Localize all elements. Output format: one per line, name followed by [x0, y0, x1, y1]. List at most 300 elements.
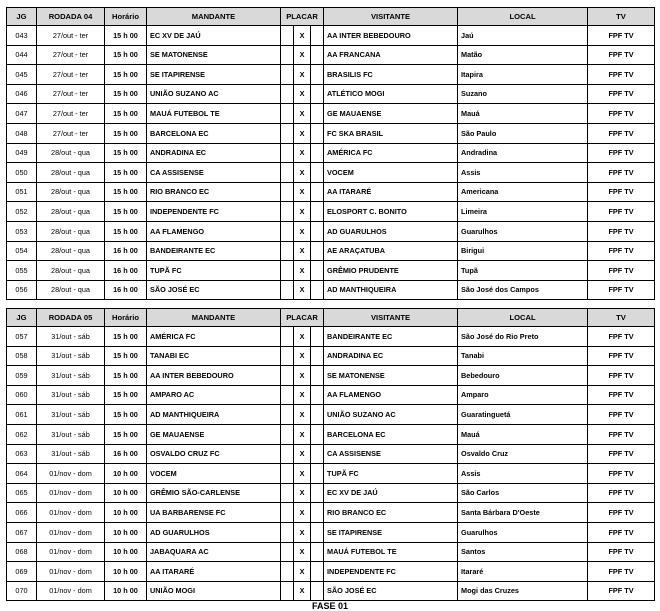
home-team: UA BARBARENSE FC — [147, 503, 281, 523]
versus-mark: X — [294, 444, 311, 464]
home-team: UNIÃO SUZANO AC — [147, 84, 281, 104]
away-score — [311, 261, 324, 281]
game-date: 31/out - sáb — [37, 444, 105, 464]
game-number: 069 — [7, 562, 37, 582]
phase-label: FASE 01 — [311, 601, 349, 611]
away-score — [311, 84, 324, 104]
home-score — [281, 241, 294, 261]
versus-mark: X — [294, 280, 311, 300]
versus-mark: X — [294, 542, 311, 562]
game-number: 043 — [7, 26, 37, 46]
game-number: 050 — [7, 163, 37, 183]
tv-channel: FPF TV — [588, 542, 655, 562]
table-row — [7, 104, 655, 124]
tv-channel: FPF TV — [588, 522, 655, 542]
home-score — [281, 385, 294, 405]
venue: São José do Rio Preto — [458, 327, 588, 347]
away-score — [311, 444, 324, 464]
home-score — [281, 65, 294, 85]
venue: Santa Bárbara D'Oeste — [458, 503, 588, 523]
game-time: 16 h 00 — [105, 280, 147, 300]
away-score — [311, 562, 324, 582]
away-team: AD MANTHIQUEIRA — [324, 280, 458, 300]
away-score — [311, 346, 324, 366]
venue: Matão — [458, 45, 588, 65]
venue: Jaú — [458, 26, 588, 46]
game-date: 01/nov - dom — [37, 464, 105, 484]
round-05-table — [6, 308, 655, 601]
venue: Bebedouro — [458, 366, 588, 386]
away-team: BARCELONA EC — [324, 424, 458, 444]
tv-channel: FPF TV — [588, 385, 655, 405]
venue: Tanabi — [458, 346, 588, 366]
home-team: EC XV DE JAÚ — [147, 26, 281, 46]
game-time: 15 h 00 — [105, 84, 147, 104]
game-time: 10 h 00 — [105, 522, 147, 542]
game-date: 01/nov - dom — [37, 503, 105, 523]
away-team: AA FRANCANA — [324, 45, 458, 65]
game-time: 15 h 00 — [105, 163, 147, 183]
game-number: 058 — [7, 346, 37, 366]
game-number: 053 — [7, 221, 37, 241]
header-score: PLACAR — [281, 8, 324, 26]
game-number: 049 — [7, 143, 37, 163]
home-team: RIO BRANCO EC — [147, 182, 281, 202]
away-score — [311, 45, 324, 65]
game-time: 15 h 00 — [105, 221, 147, 241]
away-score — [311, 366, 324, 386]
table-row — [7, 483, 655, 503]
table-row — [7, 366, 655, 386]
game-time: 15 h 00 — [105, 346, 147, 366]
game-date: 31/out - sáb — [37, 366, 105, 386]
game-number: 065 — [7, 483, 37, 503]
game-time: 15 h 00 — [105, 182, 147, 202]
home-team: GE MAUAENSE — [147, 424, 281, 444]
home-team: CA ASSISENSE — [147, 163, 281, 183]
versus-mark: X — [294, 581, 311, 601]
table-row — [7, 143, 655, 163]
away-team: INDEPENDENTE FC — [324, 562, 458, 582]
game-number: 055 — [7, 261, 37, 281]
away-team: VOCEM — [324, 163, 458, 183]
game-number: 047 — [7, 104, 37, 124]
game-time: 10 h 00 — [105, 464, 147, 484]
versus-mark: X — [294, 346, 311, 366]
home-team: BANDEIRANTE EC — [147, 241, 281, 261]
tv-channel: FPF TV — [588, 280, 655, 300]
versus-mark: X — [294, 366, 311, 386]
home-score — [281, 464, 294, 484]
away-score — [311, 143, 324, 163]
game-date: 27/out - ter — [37, 104, 105, 124]
game-date: 01/nov - dom — [37, 542, 105, 562]
game-number: 045 — [7, 65, 37, 85]
tv-channel: FPF TV — [588, 424, 655, 444]
home-team: AD MANTHIQUEIRA — [147, 405, 281, 425]
header-away: VISITANTE — [324, 8, 458, 26]
game-date: 28/out - qua — [37, 163, 105, 183]
home-team: GRÊMIO SÃO-CARLENSE — [147, 483, 281, 503]
game-time: 15 h 00 — [105, 385, 147, 405]
versus-mark: X — [294, 65, 311, 85]
tv-channel: FPF TV — [588, 366, 655, 386]
home-team: SE MATONENSE — [147, 45, 281, 65]
game-date: 28/out - qua — [37, 202, 105, 222]
game-date: 28/out - qua — [37, 280, 105, 300]
table-row — [7, 65, 655, 85]
table-header-row — [7, 8, 655, 26]
header-local: LOCAL — [458, 309, 588, 327]
away-score — [311, 241, 324, 261]
versus-mark: X — [294, 261, 311, 281]
venue: Mogi das Cruzes — [458, 581, 588, 601]
away-score — [311, 405, 324, 425]
game-date: 27/out - ter — [37, 84, 105, 104]
away-team: AA INTER BEBEDOURO — [324, 26, 458, 46]
table-row — [7, 327, 655, 347]
home-team: VOCEM — [147, 464, 281, 484]
game-number: 060 — [7, 385, 37, 405]
game-time: 10 h 00 — [105, 483, 147, 503]
header-time: Horário — [105, 8, 147, 26]
game-date: 27/out - ter — [37, 123, 105, 143]
home-score — [281, 522, 294, 542]
tv-channel: FPF TV — [588, 182, 655, 202]
away-score — [311, 26, 324, 46]
table-row — [7, 542, 655, 562]
game-date: 27/out - ter — [37, 45, 105, 65]
away-team: SE ITAPIRENSE — [324, 522, 458, 542]
home-team: ANDRADINA EC — [147, 143, 281, 163]
game-time: 16 h 00 — [105, 444, 147, 464]
away-score — [311, 104, 324, 124]
round-04-table — [6, 7, 655, 300]
game-number: 062 — [7, 424, 37, 444]
game-date: 01/nov - dom — [37, 581, 105, 601]
venue: Guaratinguetá — [458, 405, 588, 425]
game-number: 063 — [7, 444, 37, 464]
game-time: 15 h 00 — [105, 26, 147, 46]
home-team: AMPARO AC — [147, 385, 281, 405]
game-number: 051 — [7, 182, 37, 202]
away-team: GE MAUAENSE — [324, 104, 458, 124]
venue: Birigui — [458, 241, 588, 261]
home-score — [281, 202, 294, 222]
game-number: 057 — [7, 327, 37, 347]
tv-channel: FPF TV — [588, 45, 655, 65]
away-score — [311, 182, 324, 202]
venue: Santos — [458, 542, 588, 562]
table-row — [7, 503, 655, 523]
home-team: SE ITAPIRENSE — [147, 65, 281, 85]
table-row — [7, 562, 655, 582]
away-team: UNIÃO SUZANO AC — [324, 405, 458, 425]
versus-mark: X — [294, 405, 311, 425]
table-row — [7, 444, 655, 464]
game-number: 066 — [7, 503, 37, 523]
home-score — [281, 261, 294, 281]
home-score — [281, 581, 294, 601]
versus-mark: X — [294, 464, 311, 484]
game-date: 31/out - sáb — [37, 327, 105, 347]
home-score — [281, 366, 294, 386]
header-score: PLACAR — [281, 309, 324, 327]
tv-channel: FPF TV — [588, 405, 655, 425]
versus-mark: X — [294, 385, 311, 405]
away-team: FC SKA BRASIL — [324, 123, 458, 143]
venue: Suzano — [458, 84, 588, 104]
game-number: 056 — [7, 280, 37, 300]
tv-channel: FPF TV — [588, 241, 655, 261]
game-date: 01/nov - dom — [37, 522, 105, 542]
home-score — [281, 346, 294, 366]
game-date: 28/out - qua — [37, 143, 105, 163]
versus-mark: X — [294, 503, 311, 523]
game-date: 31/out - sáb — [37, 346, 105, 366]
home-score — [281, 562, 294, 582]
away-team: CA ASSISENSE — [324, 444, 458, 464]
table-row — [7, 280, 655, 300]
versus-mark: X — [294, 45, 311, 65]
away-score — [311, 123, 324, 143]
game-number: 061 — [7, 405, 37, 425]
header-tv: TV — [588, 309, 655, 327]
tv-channel: FPF TV — [588, 562, 655, 582]
venue: Guarulhos — [458, 221, 588, 241]
tv-channel: FPF TV — [588, 123, 655, 143]
game-time: 15 h 00 — [105, 405, 147, 425]
away-team: SÃO JOSÉ EC — [324, 581, 458, 601]
tv-channel: FPF TV — [588, 84, 655, 104]
tv-channel: FPF TV — [588, 261, 655, 281]
away-team: AA FLAMENGO — [324, 385, 458, 405]
away-score — [311, 483, 324, 503]
venue: Amparo — [458, 385, 588, 405]
game-date: 31/out - sáb — [37, 385, 105, 405]
versus-mark: X — [294, 84, 311, 104]
home-team: TUPÃ FC — [147, 261, 281, 281]
tv-channel: FPF TV — [588, 202, 655, 222]
table-row — [7, 202, 655, 222]
away-team: ELOSPORT C. BONITO — [324, 202, 458, 222]
game-number: 048 — [7, 123, 37, 143]
home-team: AA FLAMENGO — [147, 221, 281, 241]
tv-channel: FPF TV — [588, 346, 655, 366]
game-time: 15 h 00 — [105, 366, 147, 386]
table-row — [7, 84, 655, 104]
home-team: AMÉRICA FC — [147, 327, 281, 347]
table-row — [7, 424, 655, 444]
game-number: 054 — [7, 241, 37, 261]
game-date: 31/out - sáb — [37, 424, 105, 444]
away-team: SE MATONENSE — [324, 366, 458, 386]
away-team: AE ARAÇATUBA — [324, 241, 458, 261]
table-row — [7, 182, 655, 202]
tv-channel: FPF TV — [588, 65, 655, 85]
home-score — [281, 84, 294, 104]
tv-channel: FPF TV — [588, 581, 655, 601]
versus-mark: X — [294, 104, 311, 124]
away-score — [311, 503, 324, 523]
venue: Americana — [458, 182, 588, 202]
table-row — [7, 163, 655, 183]
table-row — [7, 221, 655, 241]
game-date: 31/out - sáb — [37, 405, 105, 425]
home-score — [281, 104, 294, 124]
game-time: 16 h 00 — [105, 241, 147, 261]
game-date: 28/out - qua — [37, 182, 105, 202]
game-time: 10 h 00 — [105, 562, 147, 582]
home-score — [281, 163, 294, 183]
away-score — [311, 202, 324, 222]
away-team: RIO BRANCO EC — [324, 503, 458, 523]
home-score — [281, 45, 294, 65]
tv-channel: FPF TV — [588, 104, 655, 124]
venue: São José dos Campos — [458, 280, 588, 300]
tv-channel: FPF TV — [588, 444, 655, 464]
home-score — [281, 143, 294, 163]
versus-mark: X — [294, 241, 311, 261]
game-date: 27/out - ter — [37, 65, 105, 85]
table-row — [7, 45, 655, 65]
game-date: 28/out - qua — [37, 221, 105, 241]
home-team: TANABI EC — [147, 346, 281, 366]
header-time: Horário — [105, 309, 147, 327]
home-team: AD GUARULHOS — [147, 522, 281, 542]
game-time: 16 h 00 — [105, 261, 147, 281]
game-date: 01/nov - dom — [37, 483, 105, 503]
header-tv: TV — [588, 8, 655, 26]
game-number: 044 — [7, 45, 37, 65]
home-score — [281, 444, 294, 464]
game-number: 064 — [7, 464, 37, 484]
table-row — [7, 261, 655, 281]
home-team: UNIÃO MOGI — [147, 581, 281, 601]
versus-mark: X — [294, 522, 311, 542]
home-score — [281, 182, 294, 202]
game-date: 01/nov - dom — [37, 562, 105, 582]
home-score — [281, 26, 294, 46]
versus-mark: X — [294, 221, 311, 241]
game-number: 052 — [7, 202, 37, 222]
game-number: 070 — [7, 581, 37, 601]
tv-channel: FPF TV — [588, 464, 655, 484]
home-score — [281, 542, 294, 562]
away-team: GRÊMIO PRUDENTE — [324, 261, 458, 281]
venue: São Carlos — [458, 483, 588, 503]
home-team: INDEPENDENTE FC — [147, 202, 281, 222]
header-jg: JG — [7, 8, 37, 26]
versus-mark: X — [294, 182, 311, 202]
venue: Mauá — [458, 104, 588, 124]
venue: Guarulhos — [458, 522, 588, 542]
game-time: 15 h 00 — [105, 143, 147, 163]
away-team: BRASILIS FC — [324, 65, 458, 85]
game-time: 10 h 00 — [105, 581, 147, 601]
table-row — [7, 123, 655, 143]
game-time: 15 h 00 — [105, 327, 147, 347]
header-round: RODADA 04 — [37, 8, 105, 26]
table-row — [7, 522, 655, 542]
table-row — [7, 464, 655, 484]
game-date: 28/out - qua — [37, 241, 105, 261]
home-score — [281, 424, 294, 444]
venue: Mauá — [458, 424, 588, 444]
tv-channel: FPF TV — [588, 503, 655, 523]
game-time: 15 h 00 — [105, 45, 147, 65]
versus-mark: X — [294, 123, 311, 143]
away-score — [311, 385, 324, 405]
table-row — [7, 346, 655, 366]
away-team: MAUÁ FUTEBOL TE — [324, 542, 458, 562]
game-number: 067 — [7, 522, 37, 542]
versus-mark: X — [294, 483, 311, 503]
game-time: 15 h 00 — [105, 424, 147, 444]
tv-channel: FPF TV — [588, 483, 655, 503]
table-row — [7, 26, 655, 46]
home-team: BARCELONA EC — [147, 123, 281, 143]
game-number: 059 — [7, 366, 37, 386]
versus-mark: X — [294, 424, 311, 444]
tv-channel: FPF TV — [588, 327, 655, 347]
game-time: 15 h 00 — [105, 202, 147, 222]
venue: Assis — [458, 464, 588, 484]
away-score — [311, 542, 324, 562]
away-team: TUPÃ FC — [324, 464, 458, 484]
game-time: 15 h 00 — [105, 65, 147, 85]
table-row — [7, 385, 655, 405]
header-home: MANDANTE — [147, 309, 281, 327]
home-score — [281, 280, 294, 300]
game-date: 28/out - qua — [37, 261, 105, 281]
game-time: 15 h 00 — [105, 123, 147, 143]
away-team: ATLÉTICO MOGI — [324, 84, 458, 104]
table-row — [7, 581, 655, 601]
venue: Itapira — [458, 65, 588, 85]
header-round: RODADA 05 — [37, 309, 105, 327]
away-score — [311, 163, 324, 183]
away-team: ANDRADINA EC — [324, 346, 458, 366]
venue: Limeira — [458, 202, 588, 222]
header-away: VISITANTE — [324, 309, 458, 327]
away-score — [311, 280, 324, 300]
home-score — [281, 327, 294, 347]
tv-channel: FPF TV — [588, 221, 655, 241]
away-team: AD GUARULHOS — [324, 221, 458, 241]
versus-mark: X — [294, 562, 311, 582]
home-score — [281, 123, 294, 143]
game-date: 27/out - ter — [37, 26, 105, 46]
tv-channel: FPF TV — [588, 143, 655, 163]
versus-mark: X — [294, 163, 311, 183]
home-score — [281, 405, 294, 425]
venue: Osvaldo Cruz — [458, 444, 588, 464]
home-score — [281, 503, 294, 523]
game-time: 15 h 00 — [105, 104, 147, 124]
venue: Itararé — [458, 562, 588, 582]
versus-mark: X — [294, 143, 311, 163]
home-team: SÃO JOSÉ EC — [147, 280, 281, 300]
venue: Tupã — [458, 261, 588, 281]
venue: Assis — [458, 163, 588, 183]
versus-mark: X — [294, 202, 311, 222]
away-team: BANDEIRANTE EC — [324, 327, 458, 347]
away-score — [311, 327, 324, 347]
away-team: AMÉRICA FC — [324, 143, 458, 163]
header-jg: JG — [7, 309, 37, 327]
header-local: LOCAL — [458, 8, 588, 26]
